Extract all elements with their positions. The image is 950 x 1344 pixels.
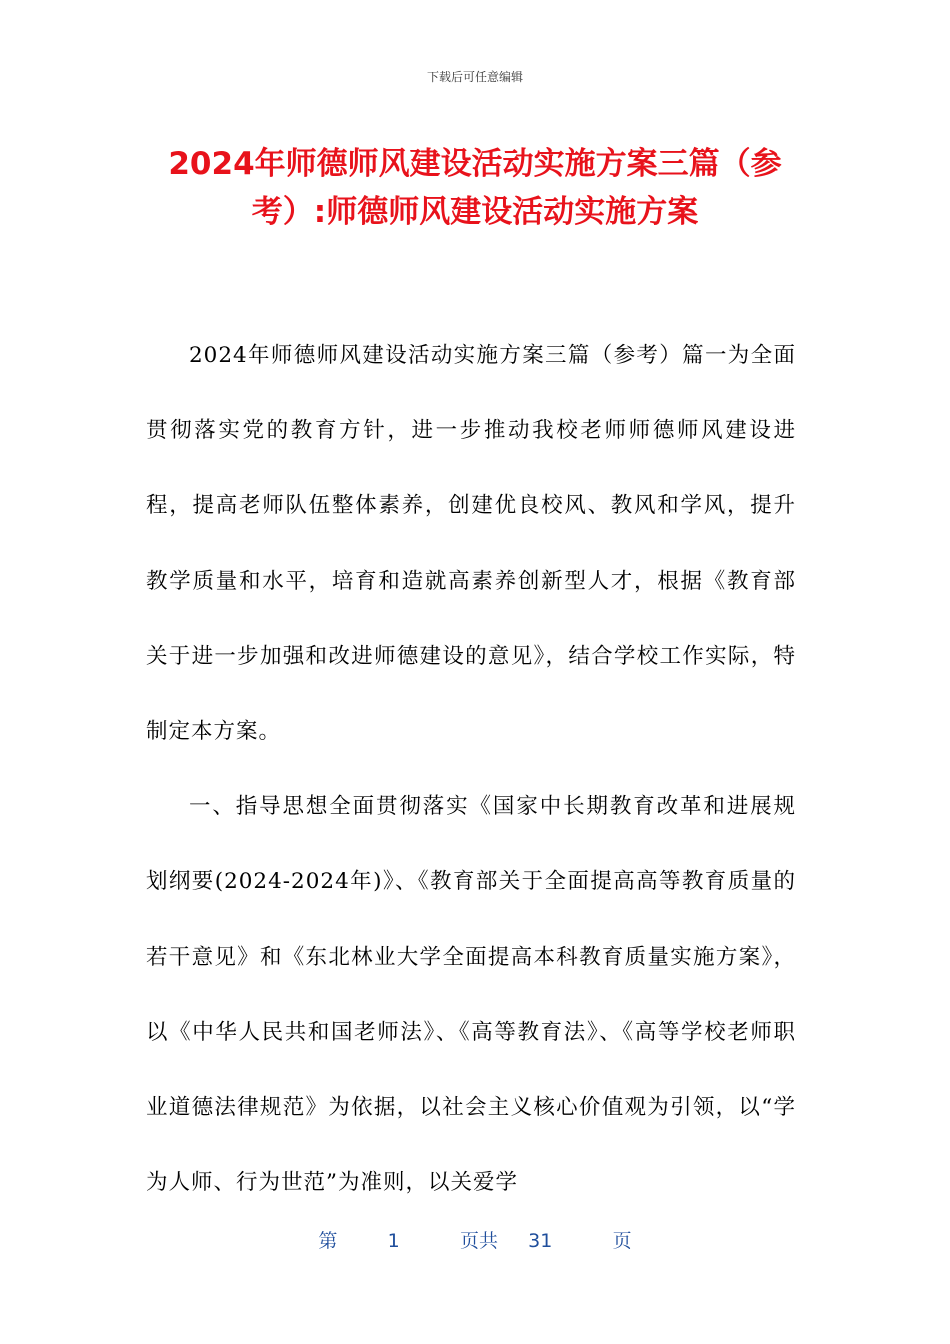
body-paragraph: 一、指导思想全面贯彻落实《国家中长期教育改革和进展规划纲要(2024-2024年)》、《教育部关于全面提高高等教育质量的若干意见》和《东北林业大学全面提高本科教育质量实施方案》，以《中华人民共和国老师法》、《高等教育法》、《高等学校老师职业道德法律规范》为依据，以社会主义核心价值观为引领，以“学为人师、行为世范”为准则，以关爱学 <box>146 794 796 1196</box>
document-body <box>146 318 796 1220</box>
header-note: 下载后可任意编辑 <box>426 70 523 84</box>
footer-prefix: 第 <box>318 1230 338 1252</box>
footer-total-pages: 31 <box>528 1230 553 1252</box>
footer-current-page: 1 <box>387 1230 400 1252</box>
document-title: 2024年师德师风建设活动实施方案三篇（参考）:师德师风建设活动实施方案 <box>168 146 782 230</box>
body-paragraph: 2024年师德师风建设活动实施方案三篇（参考）篇一为全面贯彻落实党的教育方针，进一步推动我校老师师德师风建设进程，提高老师队伍整体素养，创建优良校风、教风和学风，提升教学质量和水平，培育和造就高素养创新型人才，根据《教育部关于进一步加强和改进师德建设的意见》，结合学校工作实际，特制定本方案。 <box>146 343 796 745</box>
page-footer <box>0 1226 950 1253</box>
footer-suffix: 页 <box>612 1230 632 1252</box>
footer-middle: 页共 <box>459 1230 498 1252</box>
